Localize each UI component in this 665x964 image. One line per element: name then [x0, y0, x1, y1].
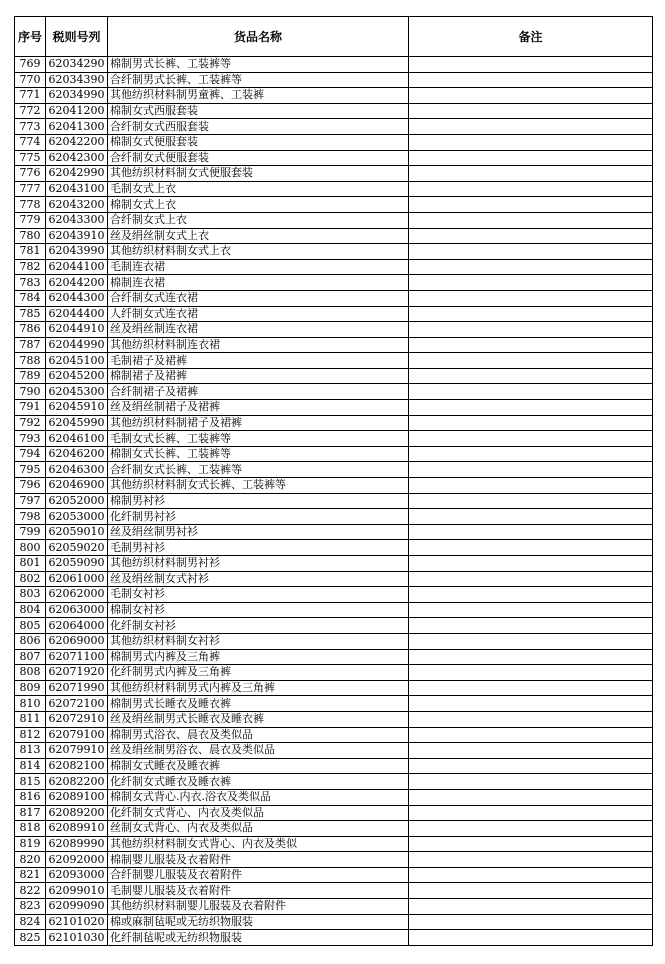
table-row: [15, 852, 653, 868]
goods-name-cell: 其他纺织材料制女式长裤、工装裤等: [108, 478, 409, 494]
goods-name-cell: 化纤制女衬衫: [108, 618, 409, 634]
table-row: [15, 680, 653, 696]
remark-cell: [409, 914, 653, 930]
remark-cell: [409, 368, 653, 384]
tariff-code-cell: 62046200: [46, 446, 108, 462]
goods-name-cell: 棉制女式背心.内衣.浴衣及类似品: [108, 789, 409, 805]
serial-number-cell: 815: [15, 774, 46, 790]
serial-number-cell: 816: [15, 789, 46, 805]
tariff-code-cell: 62042990: [46, 166, 108, 182]
remark-cell: [409, 290, 653, 306]
goods-name-cell: 合纤制女式连衣裙: [108, 290, 409, 306]
table-row: [15, 353, 653, 369]
table-row: [15, 259, 653, 275]
table-row: [15, 571, 653, 587]
remark-cell: [409, 462, 653, 478]
remark-cell: [409, 587, 653, 603]
serial-number-cell: 777: [15, 181, 46, 197]
goods-name-cell: 毛制女式长裤、工装裤等: [108, 431, 409, 447]
goods-name-cell: 棉制女式西服套装: [108, 103, 409, 119]
remark-cell: [409, 743, 653, 759]
goods-name-cell: 其他纺织材料制裙子及裙裤: [108, 415, 409, 431]
goods-name-cell: 化纤制男式内裤及三角裤: [108, 665, 409, 681]
table-row: [15, 727, 653, 743]
serial-number-cell: 779: [15, 212, 46, 228]
serial-number-cell: 780: [15, 228, 46, 244]
table-row: [15, 197, 653, 213]
goods-name-cell: 棉制男式长裤、工装裤等: [108, 57, 409, 73]
remark-cell: [409, 478, 653, 494]
table-row: [15, 649, 653, 665]
tariff-code-cell: 62044990: [46, 337, 108, 353]
tariff-code-cell: 62034390: [46, 72, 108, 88]
table-row: [15, 696, 653, 712]
tariff-code-cell: 62099010: [46, 883, 108, 899]
remark-cell: [409, 524, 653, 540]
serial-number-cell: 770: [15, 72, 46, 88]
remark-cell: [409, 322, 653, 338]
serial-number-cell: 801: [15, 556, 46, 572]
goods-name-cell: 棉制女式长裤、工装裤等: [108, 446, 409, 462]
tariff-code-cell: 62089990: [46, 836, 108, 852]
remark-cell: [409, 665, 653, 681]
table-row: [15, 524, 653, 540]
serial-number-cell: 802: [15, 571, 46, 587]
tariff-code-cell: 62044200: [46, 275, 108, 291]
serial-number-cell: 809: [15, 680, 46, 696]
goods-name-cell: 其他纺织材料制女衬衫: [108, 633, 409, 649]
table-row: [15, 867, 653, 883]
goods-name-cell: 棉制男衬衫: [108, 493, 409, 509]
table-row: [15, 711, 653, 727]
serial-number-cell: 817: [15, 805, 46, 821]
tariff-code-cell: 62072910: [46, 711, 108, 727]
serial-number-cell: 791: [15, 400, 46, 416]
table-row: [15, 774, 653, 790]
table-row: [15, 633, 653, 649]
goods-name-cell: 毛制女衬衫: [108, 587, 409, 603]
remark-cell: [409, 306, 653, 322]
table-row: [15, 275, 653, 291]
remark-cell: [409, 88, 653, 104]
serial-number-cell: 797: [15, 493, 46, 509]
goods-name-cell: 棉制女式便服套装: [108, 134, 409, 150]
goods-name-cell: 棉制女衬衫: [108, 602, 409, 618]
table-row: [15, 665, 653, 681]
tariff-code-cell: 62045990: [46, 415, 108, 431]
tariff-code-cell: 62072100: [46, 696, 108, 712]
serial-number-cell: 782: [15, 259, 46, 275]
table-row: [15, 244, 653, 260]
goods-name-cell: 丝及绢丝制裙子及裙裤: [108, 400, 409, 416]
serial-number-cell: 803: [15, 587, 46, 603]
serial-number-cell: 793: [15, 431, 46, 447]
remark-cell: [409, 57, 653, 73]
tariff-code-cell: 62044100: [46, 259, 108, 275]
remark-cell: [409, 259, 653, 275]
remark-cell: [409, 789, 653, 805]
serial-number-cell: 775: [15, 150, 46, 166]
table-row: [15, 493, 653, 509]
serial-number-cell: 806: [15, 633, 46, 649]
remark-cell: [409, 602, 653, 618]
serial-number-cell: 799: [15, 524, 46, 540]
table-row: [15, 789, 653, 805]
remark-cell: [409, 899, 653, 915]
remark-cell: [409, 758, 653, 774]
serial-number-cell: 787: [15, 337, 46, 353]
goods-name-cell: 丝及绢丝制男浴衣、晨衣及类似品: [108, 743, 409, 759]
goods-name-cell: 棉制连衣裙: [108, 275, 409, 291]
goods-name-cell: 化纤制男衬衫: [108, 509, 409, 525]
goods-name-cell: 毛制裙子及裙裤: [108, 353, 409, 369]
table-row: [15, 322, 653, 338]
serial-number-cell: 774: [15, 134, 46, 150]
table-row: [15, 181, 653, 197]
tariff-code-cell: 62059020: [46, 540, 108, 556]
remark-cell: [409, 212, 653, 228]
serial-number-cell: 792: [15, 415, 46, 431]
tariff-code-cell: 62042300: [46, 150, 108, 166]
remark-cell: [409, 119, 653, 135]
goods-name-cell: 棉制裙子及裙裤: [108, 368, 409, 384]
table-row: [15, 618, 653, 634]
goods-name-cell: 毛制男衬衫: [108, 540, 409, 556]
tariff-code-cell: 62045200: [46, 368, 108, 384]
table-row: [15, 899, 653, 915]
table-row: [15, 337, 653, 353]
remark-cell: [409, 883, 653, 899]
table-row: [15, 602, 653, 618]
serial-number-cell: 778: [15, 197, 46, 213]
goods-name-cell: 丝及绢丝制男衬衫: [108, 524, 409, 540]
table-row: [15, 914, 653, 930]
serial-number-cell: 796: [15, 478, 46, 494]
tariff-code-cell: 62069000: [46, 633, 108, 649]
goods-name-cell: 合纤制裙子及裙裤: [108, 384, 409, 400]
table-row: [15, 587, 653, 603]
serial-number-cell: 818: [15, 821, 46, 837]
table-row: [15, 103, 653, 119]
goods-name-cell: 毛制连衣裙: [108, 259, 409, 275]
goods-name-cell: 化纤制女式背心、内衣及类似品: [108, 805, 409, 821]
goods-name-cell: 化纤制毡呢或无纺织物服装: [108, 930, 409, 946]
serial-number-cell: 788: [15, 353, 46, 369]
serial-number-cell: 800: [15, 540, 46, 556]
goods-name-cell: 其他纺织材料制女式便服套装: [108, 166, 409, 182]
remark-cell: [409, 353, 653, 369]
goods-name-cell: 合纤制婴儿服装及衣着附件: [108, 867, 409, 883]
tariff-code-cell: 62044910: [46, 322, 108, 338]
tariff-code-cell: 62092000: [46, 852, 108, 868]
header-serial-number: 序号: [15, 17, 46, 57]
serial-number-cell: 822: [15, 883, 46, 899]
serial-number-cell: 798: [15, 509, 46, 525]
table-row: [15, 384, 653, 400]
table-row: [15, 119, 653, 135]
remark-cell: [409, 400, 653, 416]
remark-cell: [409, 228, 653, 244]
goods-name-cell: 合纤制女式上衣: [108, 212, 409, 228]
remark-cell: [409, 805, 653, 821]
tariff-code-cell: 62043990: [46, 244, 108, 260]
goods-name-cell: 毛制女式上衣: [108, 181, 409, 197]
table-row: [15, 306, 653, 322]
tariff-code-cell: 62089200: [46, 805, 108, 821]
serial-number-cell: 805: [15, 618, 46, 634]
goods-name-cell: 其他纺织材料制女式上衣: [108, 244, 409, 260]
remark-cell: [409, 509, 653, 525]
remark-cell: [409, 150, 653, 166]
tariff-code-cell: 62059090: [46, 556, 108, 572]
tariff-code-cell: 62043910: [46, 228, 108, 244]
table-body: [15, 57, 653, 946]
remark-cell: [409, 727, 653, 743]
goods-name-cell: 丝制女式背心、内衣及类似品: [108, 821, 409, 837]
serial-number-cell: 810: [15, 696, 46, 712]
serial-number-cell: 808: [15, 665, 46, 681]
remark-cell: [409, 556, 653, 572]
table-row: [15, 415, 653, 431]
table-row: [15, 290, 653, 306]
serial-number-cell: 814: [15, 758, 46, 774]
goods-name-cell: 棉制女式上衣: [108, 197, 409, 213]
serial-number-cell: 821: [15, 867, 46, 883]
goods-name-cell: 棉制男式内裤及三角裤: [108, 649, 409, 665]
remark-cell: [409, 134, 653, 150]
header-row: [15, 17, 653, 57]
remark-cell: [409, 244, 653, 260]
serial-number-cell: 771: [15, 88, 46, 104]
tariff-code-cell: 62034290: [46, 57, 108, 73]
goods-table: [14, 16, 653, 946]
serial-number-cell: 794: [15, 446, 46, 462]
table-row: [15, 556, 653, 572]
goods-name-cell: 棉制女式睡衣及睡衣裤: [108, 758, 409, 774]
serial-number-cell: 769: [15, 57, 46, 73]
serial-number-cell: 772: [15, 103, 46, 119]
remark-cell: [409, 166, 653, 182]
tariff-code-cell: 62059010: [46, 524, 108, 540]
table-row: [15, 150, 653, 166]
header-goods-name: 货品名称: [108, 17, 409, 57]
serial-number-cell: 786: [15, 322, 46, 338]
header-tariff-code: 税则号列: [46, 17, 108, 57]
remark-cell: [409, 275, 653, 291]
goods-name-cell: 其他纺织材料制连衣裙: [108, 337, 409, 353]
table-row: [15, 88, 653, 104]
goods-name-cell: 丝及绢丝制男式长睡衣及睡衣裤: [108, 711, 409, 727]
serial-number-cell: 811: [15, 711, 46, 727]
tariff-code-cell: 62061000: [46, 571, 108, 587]
goods-name-cell: 毛制婴儿服装及衣着附件: [108, 883, 409, 899]
table-row: [15, 431, 653, 447]
serial-number-cell: 795: [15, 462, 46, 478]
goods-name-cell: 化纤制女式睡衣及睡衣裤: [108, 774, 409, 790]
serial-number-cell: 790: [15, 384, 46, 400]
serial-number-cell: 825: [15, 930, 46, 946]
remark-cell: [409, 867, 653, 883]
tariff-code-cell: 62071990: [46, 680, 108, 696]
serial-number-cell: 823: [15, 899, 46, 915]
remark-cell: [409, 711, 653, 727]
remark-cell: [409, 415, 653, 431]
goods-name-cell: 丝及绢丝制连衣裙: [108, 322, 409, 338]
tariff-code-cell: 62045910: [46, 400, 108, 416]
table-row: [15, 743, 653, 759]
goods-name-cell: 其他纺织材料制男衬衫: [108, 556, 409, 572]
serial-number-cell: 804: [15, 602, 46, 618]
remark-cell: [409, 852, 653, 868]
table-row: [15, 758, 653, 774]
table-row: [15, 134, 653, 150]
tariff-code-cell: 62046100: [46, 431, 108, 447]
remark-cell: [409, 493, 653, 509]
serial-number-cell: 785: [15, 306, 46, 322]
goods-name-cell: 棉制男式浴衣、晨衣及类似品: [108, 727, 409, 743]
tariff-code-cell: 62071100: [46, 649, 108, 665]
goods-name-cell: 丝及绢丝制女式上衣: [108, 228, 409, 244]
remark-cell: [409, 103, 653, 119]
tariff-code-cell: 62079100: [46, 727, 108, 743]
tariff-code-cell: 62052000: [46, 493, 108, 509]
table-row: [15, 368, 653, 384]
goods-name-cell: 合纤制女式西服套装: [108, 119, 409, 135]
goods-name-cell: 其他纺织材料制女式背心、内衣及类似: [108, 836, 409, 852]
remark-cell: [409, 930, 653, 946]
table-row: [15, 228, 653, 244]
remark-cell: [409, 633, 653, 649]
table-row: [15, 166, 653, 182]
tariff-code-cell: 62062000: [46, 587, 108, 603]
tariff-code-cell: 62046300: [46, 462, 108, 478]
tariff-code-cell: 62041200: [46, 103, 108, 119]
tariff-code-cell: 62034990: [46, 88, 108, 104]
remark-cell: [409, 571, 653, 587]
serial-number-cell: 807: [15, 649, 46, 665]
remark-cell: [409, 72, 653, 88]
serial-number-cell: 783: [15, 275, 46, 291]
table-row: [15, 821, 653, 837]
remark-cell: [409, 181, 653, 197]
remark-cell: [409, 197, 653, 213]
remark-cell: [409, 384, 653, 400]
table-row: [15, 883, 653, 899]
tariff-code-cell: 62044300: [46, 290, 108, 306]
remark-cell: [409, 337, 653, 353]
table-row: [15, 509, 653, 525]
tariff-code-cell: 62063000: [46, 602, 108, 618]
table-row: [15, 72, 653, 88]
remark-cell: [409, 540, 653, 556]
goods-name-cell: 丝及绢丝制女式衬衫: [108, 571, 409, 587]
goods-name-cell: 棉制男式长睡衣及睡衣裤: [108, 696, 409, 712]
tariff-code-cell: 62045300: [46, 384, 108, 400]
goods-name-cell: 其他纺织材料制男式内裤及三角裤: [108, 680, 409, 696]
tariff-code-cell: 62082100: [46, 758, 108, 774]
tariff-code-cell: 62042200: [46, 134, 108, 150]
remark-cell: [409, 774, 653, 790]
remark-cell: [409, 618, 653, 634]
remark-cell: [409, 649, 653, 665]
table-row: [15, 930, 653, 946]
remark-cell: [409, 696, 653, 712]
serial-number-cell: 789: [15, 368, 46, 384]
table-row: [15, 462, 653, 478]
serial-number-cell: 813: [15, 743, 46, 759]
goods-name-cell: 合纤制男式长裤、工装裤等: [108, 72, 409, 88]
goods-name-cell: 棉制婴儿服装及衣着附件: [108, 852, 409, 868]
table-header: [15, 17, 653, 57]
serial-number-cell: 781: [15, 244, 46, 260]
tariff-code-cell: 62079910: [46, 743, 108, 759]
table-row: [15, 805, 653, 821]
remark-cell: [409, 836, 653, 852]
tariff-code-cell: 62099090: [46, 899, 108, 915]
serial-number-cell: 819: [15, 836, 46, 852]
tariff-code-cell: 62044400: [46, 306, 108, 322]
tariff-code-cell: 62089100: [46, 789, 108, 805]
tariff-code-cell: 62043100: [46, 181, 108, 197]
goods-name-cell: 其他纺织材料制男童裤、工装裤: [108, 88, 409, 104]
serial-number-cell: 824: [15, 914, 46, 930]
tariff-code-cell: 62089910: [46, 821, 108, 837]
serial-number-cell: 784: [15, 290, 46, 306]
serial-number-cell: 820: [15, 852, 46, 868]
remark-cell: [409, 821, 653, 837]
tariff-code-cell: 62101030: [46, 930, 108, 946]
remark-cell: [409, 446, 653, 462]
remark-cell: [409, 680, 653, 696]
table-row: [15, 400, 653, 416]
tariff-code-cell: 62082200: [46, 774, 108, 790]
serial-number-cell: 776: [15, 166, 46, 182]
tariff-code-cell: 62064000: [46, 618, 108, 634]
serial-number-cell: 773: [15, 119, 46, 135]
serial-number-cell: 812: [15, 727, 46, 743]
table-row: [15, 836, 653, 852]
goods-name-cell: 棉或麻制毡呢或无纺织物服装: [108, 914, 409, 930]
tariff-code-cell: 62041300: [46, 119, 108, 135]
table-row: [15, 446, 653, 462]
goods-name-cell: 合纤制女式便服套装: [108, 150, 409, 166]
goods-name-cell: 其他纺织材料制婴儿服装及衣着附件: [108, 899, 409, 915]
header-remarks: 备注: [409, 17, 653, 57]
tariff-code-cell: 62093000: [46, 867, 108, 883]
tariff-code-cell: 62043300: [46, 212, 108, 228]
goods-name-cell: 人纤制女式连衣裙: [108, 306, 409, 322]
goods-name-cell: 合纤制女式长裤、工装裤等: [108, 462, 409, 478]
tariff-code-cell: 62071920: [46, 665, 108, 681]
tariff-code-cell: 62046900: [46, 478, 108, 494]
tariff-code-cell: 62053000: [46, 509, 108, 525]
tariff-code-cell: 62101020: [46, 914, 108, 930]
tariff-code-cell: 62043200: [46, 197, 108, 213]
tariff-code-cell: 62045100: [46, 353, 108, 369]
table-row: [15, 57, 653, 73]
table-row: [15, 540, 653, 556]
remark-cell: [409, 431, 653, 447]
table-row: [15, 212, 653, 228]
table-row: [15, 478, 653, 494]
